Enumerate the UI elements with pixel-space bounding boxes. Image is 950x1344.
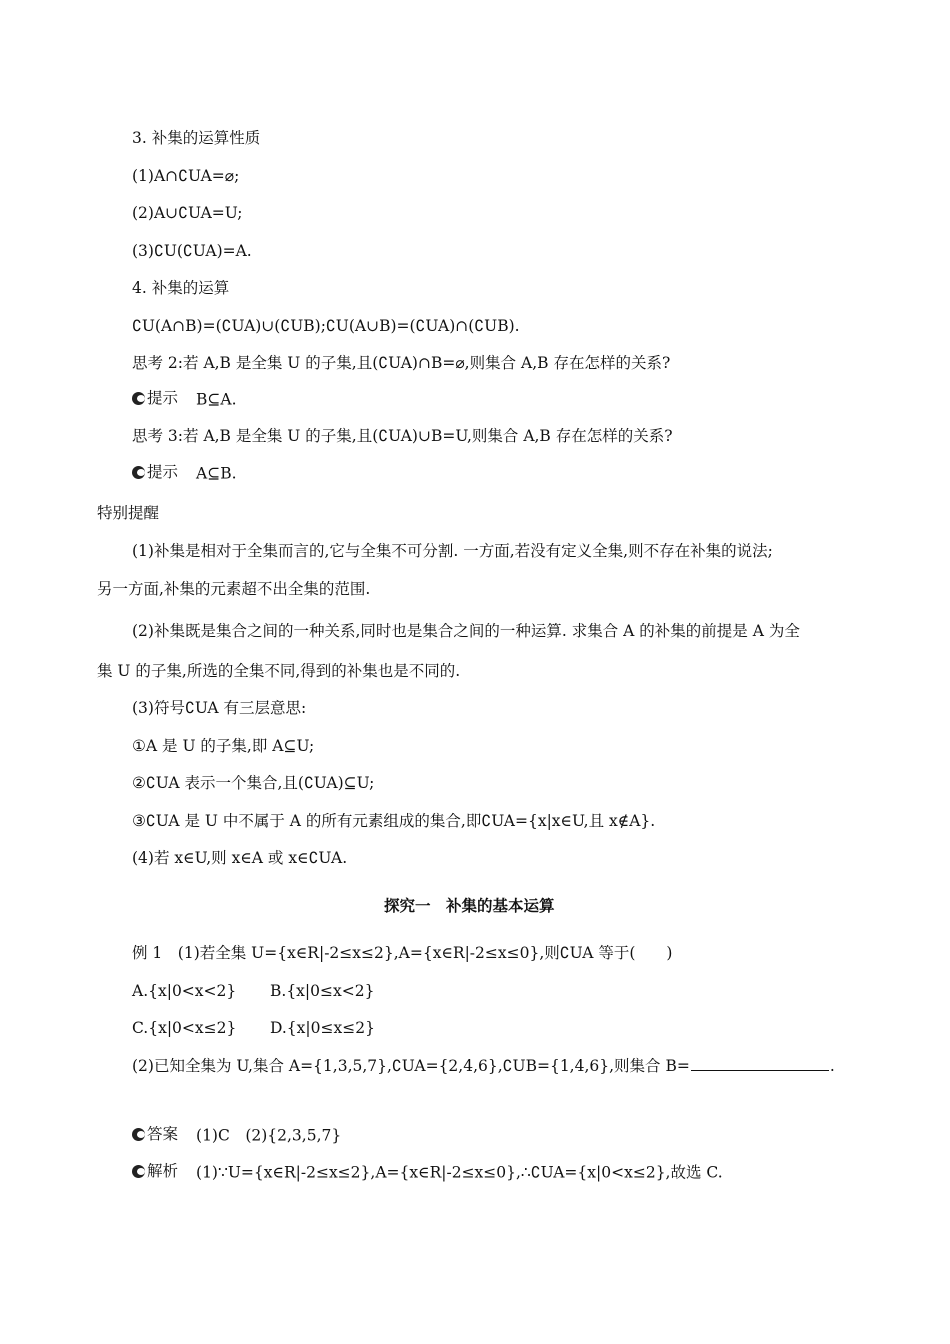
think-3-question: 思考 3:若 A,B 是全集 U 的子集,且(∁UA)∪B=U,则集合 A,B 存在怎样的关系? bbox=[132, 427, 673, 445]
answer-badge bbox=[132, 1124, 178, 1144]
hint-marker-icon bbox=[132, 466, 145, 479]
special-note-3-item-1: ①A 是 U 的子集,即 A⊆U; bbox=[132, 737, 315, 755]
hint-badge bbox=[132, 388, 178, 408]
property-1: (1)A∩∁UA=⌀; bbox=[132, 167, 240, 185]
analysis-line bbox=[132, 1161, 723, 1183]
think-2-hint bbox=[132, 388, 237, 410]
hint-badge bbox=[132, 462, 178, 482]
section-4-title: 4. 补集的运算 bbox=[132, 279, 230, 297]
answer-label: 答案 bbox=[147, 1125, 179, 1143]
property-2: (2)A∪∁UA=U; bbox=[132, 204, 243, 222]
special-note-2-line-2: 集 U 的子集,所选的全集不同,得到的补集也是不同的. bbox=[97, 662, 461, 680]
question-2-end: . bbox=[829, 1057, 835, 1075]
option-d: D.{x|0≤x≤2} bbox=[270, 1019, 375, 1037]
special-note-3-item-2: ②∁UA 表示一个集合,且(∁UA)⊆U; bbox=[132, 774, 375, 792]
option-c: C.{x|0<x≤2} bbox=[132, 1019, 237, 1037]
question-2-text: (2)已知全集为 U,集合 A={1,3,5,7},∁UA={2,4,6},∁UB={1,4,6},则集合 B= bbox=[132, 1057, 690, 1075]
think-3-hint bbox=[132, 462, 237, 484]
think-2-question: 思考 2:若 A,B 是全集 U 的子集,且(∁UA)∩B=⌀,则集合 A,B 存在怎样的关系? bbox=[132, 354, 671, 372]
special-note-1-line-1: (1)补集是相对于全集而言的,它与全集不可分割. 一方面,若没有定义全集,则不存在补集的说法; bbox=[132, 542, 773, 560]
answer-marker-icon bbox=[132, 1128, 145, 1141]
option-b: B.{x|0≤x<2} bbox=[270, 982, 375, 1000]
analysis-text: (1)∵U={x∈R|-2≤x≤2},A={x∈R|-2≤x≤0},∴∁UA={x|0<x≤2},故选 C. bbox=[196, 1163, 723, 1182]
special-note-2-line-1: (2)补集既是集合之间的一种关系,同时也是集合之间的一种运算. 求集合 A 的补集的前提是 A 为全 bbox=[132, 622, 800, 640]
special-note-3: (3)符号∁UA 有三层意思: bbox=[132, 699, 307, 717]
hint-marker-icon bbox=[132, 392, 145, 405]
hint-text: A⊆B. bbox=[196, 464, 237, 483]
special-note-4: (4)若 x∈U,则 x∈A 或 x∈∁UA. bbox=[132, 849, 348, 867]
answer-text: (1)C (2){2,3,5,7} bbox=[196, 1126, 342, 1145]
special-note-3-item-3: ③∁UA 是 U 中不属于 A 的所有元素组成的集合,即∁UA={x|x∈U,且 x∉A}. bbox=[132, 812, 656, 830]
property-3: (3)∁U(∁UA)=A. bbox=[132, 242, 252, 260]
analysis-marker-icon bbox=[132, 1165, 145, 1178]
example-1-question: 例 1 (1)若全集 U={x∈R|-2≤x≤2},A={x∈R|-2≤x≤0},则∁UA 等于( ) bbox=[132, 944, 673, 962]
complement-formula: ∁U(A∩B)=(∁UA)∪(∁UB);∁U(A∪B)=(∁UA)∩(∁UB). bbox=[132, 317, 520, 335]
analysis-label: 解析 bbox=[147, 1162, 179, 1180]
option-a: A.{x|0<x<2} bbox=[132, 982, 237, 1000]
hint-label: 提示 bbox=[147, 463, 179, 481]
answer-line bbox=[132, 1124, 341, 1146]
hint-text: B⊆A. bbox=[196, 390, 237, 409]
hint-label: 提示 bbox=[147, 389, 179, 407]
answer-blank bbox=[691, 1056, 829, 1071]
explore-1-title: 探究一 补集的基本运算 bbox=[384, 897, 555, 915]
special-note-1-line-2: 另一方面,补集的元素超不出全集的范围. bbox=[97, 580, 371, 598]
section-3-title: 3. 补集的运算性质 bbox=[132, 129, 261, 147]
example-1-question-2 bbox=[132, 1056, 835, 1076]
special-note-title: 特别提醒 bbox=[97, 504, 160, 522]
analysis-badge bbox=[132, 1161, 178, 1181]
